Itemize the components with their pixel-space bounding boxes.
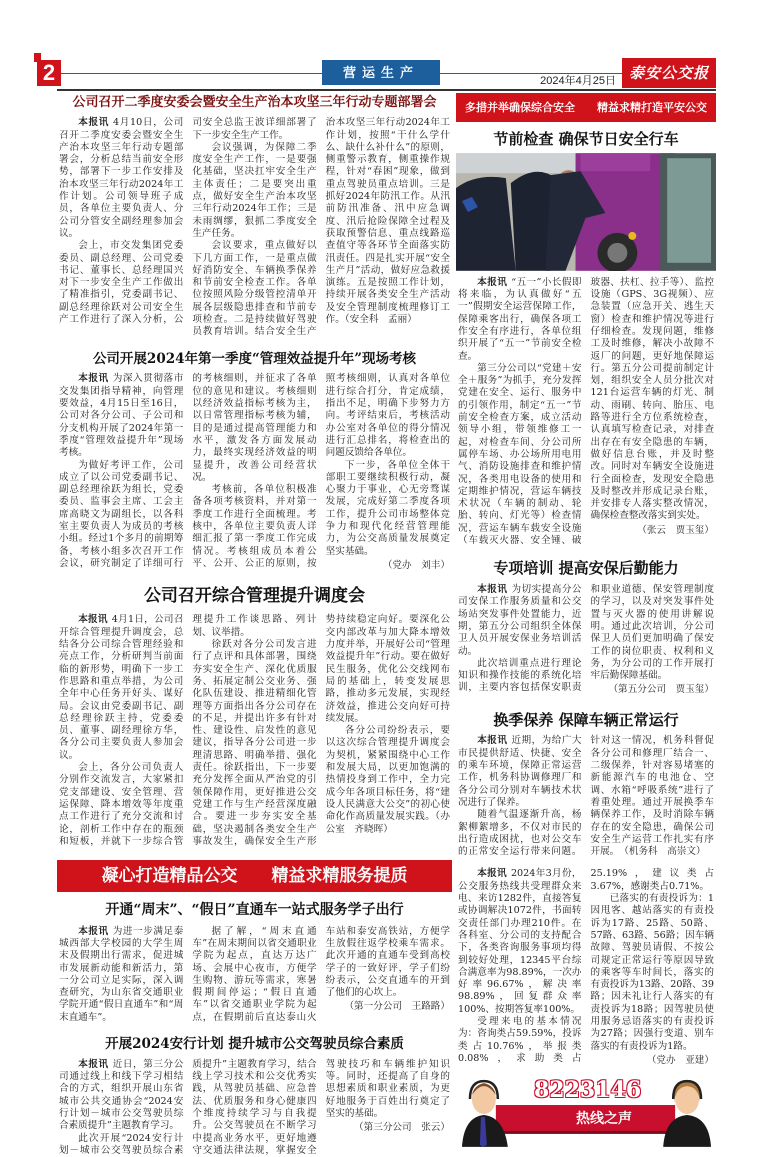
right-column [456, 93, 716, 1149]
dateline-lead: 本报讯 [78, 117, 109, 129]
newspaper-logo: 泰安公交报 [622, 58, 716, 88]
paragraph-text: 近日，第三分公司通过线上和线下学习相结合的方式，组织开展山东省城市公共交通协会“2024安行计划－城市公交驾驶员综合素质提升”主题教育学习。 [59, 1058, 184, 1132]
headline-shuttle-bus: 开通“周末”、“假日”直通车一站式服务学子出行 [105, 902, 404, 919]
paragraph-text: 下一步，各单位全体干部职工要继续积极行动，凝心聚力于事业，心无旁骛谋发展，完成好第二季度各项工作，提升公司市场整体竞争力和现代化经营管理能力，为公交高质量发展奠定坚实基础。 [325, 459, 450, 557]
paragraph-text: 为进一步满足泰城西部大学校园的大学生周末及假期出行需求，促进城市发展新动能和新活力，第一分公司立足实际，深入调查研究，为山东省交通职业学院开通“假日直通车”和“周末直通车”。 [59, 925, 184, 1023]
section-banner-service: 凝心打造精品公交 精益求精服务提质 [57, 860, 452, 892]
article-byline: （张云 贾玉玺） [637, 524, 714, 536]
hotline-graphic [456, 1073, 716, 1149]
article-paragraph [326, 460, 450, 558]
article-paragraph [458, 868, 582, 1016]
paragraph-text: 会议强调，为保障二季度安全生产工作，一是要强化基础，坚决扛牢安全生产主体责任；二是要突出重点，做好安全生产治本攻坚三年行动2024年工作；三是未雨绸缪，狠抓二季度安全生产任务。 [192, 141, 317, 239]
paragraph-text: 会议要求，重点做好以下几方面工作，一是重点做好消防安全、车辆换季保养和节前安全检查工作。各单位按照风险分级管控清单开展各层级隐患排查和节前专项检查。二是持续做好驾驶员教育培训。结合安全生产治本攻坚三年行动2024年工作计划，按照“干什么学什么、缺什么补什么”的原则，侧重警示教育，侧重操作规程，针对“春困”现象，做到重点驾驶员重点培训。三是抓好2024年防汛工作。从汛前防汛准备、汛中应急调度、汛后抢险保障全过程及获取预警信息、重点线路巡查值守等各环节全面落实防汛责任。四是扎实开展“安全生产月”活动，做好应急救援演练。五是按照工作计划，持续开展各类安全生产活动及安全管理制度梳理修订工作。（安全科 孟丽） [192, 117, 450, 338]
paragraph-text: 会上，各分公司负责人分别作交流发言，大家紧扣党支部建设、安全管理、营运保障、降本增效等年度重点工作进行了充分交流和讨论，剖析工作中存在的瓶颈和短板，并就下一步综合管理提升工作谈思路、列计划、议举措。 [59, 614, 317, 847]
section-banner-safety: 多措并举确保综合安全 精益求精打造平安公交 [456, 93, 716, 122]
paragraph-text: 4月1日，公司召开综合管理提升调度会，总结各分公司综合管理经验和亮点工作，分析研判当前面临的新形势，明确下一步工作思路和重点举措，为公司全年中心任务开好头、谋好局。会议由党委副书记、副总经理徐跃主持，党委委员、董事、副经理徐方华，各分公司主要负责人参加会议。 [59, 614, 184, 761]
dateline-lead: 本报讯 [477, 868, 507, 880]
page-body [57, 93, 716, 1157]
article-shuttle-bus [59, 926, 450, 1024]
dateline-lead: 本报讯 [477, 276, 508, 288]
photo-bus-inspection [456, 153, 716, 271]
article-byline: （第五分公司 贾玉玺） [608, 684, 714, 696]
paragraph-text: 为深入贯彻落市交发集团指导精神，向管理要效益，4月15日至16日，公司对各分公司、子公司和分支机构开展了2024年第一季度“管理效益提升年”现场考核。 [59, 373, 184, 459]
dateline-lead: 本报讯 [78, 614, 108, 626]
headline-security-training: 专项培训 提高安保后勤能力 [493, 559, 679, 578]
paragraph-text: 第三分公司以“党建＋安全＋服务”为抓手，充分发挥党建在安全、运行、服务中的引领作用，制定“五一”节前安全检查方案，成立活动领导小组，带领维修工一起，对检查车间、分公司所属停车场、办公场所用电用气、消防设施排查和维护情况，各类用电设备的使用和定期维护情况，营运车辆技术状况（车辆的制动、轮胎、转向、灯光等）检查情况，营运车辆车载安全设施（车载灭火器、安全锤、破玻器、扶杠、拉手等）、监控设施（GPS、3G视频）、应急装置（应急开关、逃生天窗）检查和维护情况等进行仔细检查。发现问题，维修工及时维修，解决小故障不返厂的问题，更好地保障运行。第五分公司提前制定计划，组织安全人员分批次对121台运营车辆的灯光、制动、雨刷、转向、胎压、电路等进行全方位系统检查，认真填写检查记录，对排查出存在有安全隐患的车辆，做好信息台账，并及时整改。同时对车辆安全设施进行全面检查，发现安全隐患及时整改并形成记录台账，并安排专人落实整改情况，确保检查整改落实到实处。 [458, 276, 714, 546]
article-byline: （党办 刘丰） [382, 559, 450, 571]
article-paragraph [59, 373, 183, 459]
page-number: 2 [37, 60, 61, 86]
article-byline: （第三分公司 张云） [354, 1122, 450, 1134]
paragraph-text: 会上，市交发集团党委委员、副总经理、公司党委书记、董事长、总经理国兴对下一步安全生产工作做出了精准指引，党委副书记、副总经理徐跃对公司安全生产工作进行了深入分析，公司安全总监王波详细部署了下一步安全生产工作。 [59, 117, 317, 325]
headline-safety-meeting: 公司召开二季度安委会暨安全生产治本攻坚三年行动专题部署会 [72, 95, 437, 110]
article-seasonal-maintenance [458, 735, 714, 858]
paragraph-text: 考核前，各单位积极准备各项考核资料，并对第一季度工作进行全面梳理。考核中，各单位主要负责人详细汇报了第一季度工作完成情况。考核组成员本着公平、公开、公正的原则，按照考核细则，认真对各单位进行综合打分，肯定成绩，指出不足，明确下步努力方向。考评结束后，考核活动办公室对各单位的得分情况进行汇总排名，将检查出的问题反馈给各单位。 [192, 373, 450, 569]
headline-driver-training: 开展2024安行计划 提升城市公交驾驶员综合素质 [105, 1035, 404, 1052]
issue-date: 2024年4月25日 [490, 74, 616, 88]
paragraph-text: “五一”小长假即将来临，为认真做好“五一”假期安全运营保障工作，保障乘客出行，确保各项工作安全有序进行，各单位组织开展了“五一”节前安全检查。 [458, 276, 582, 362]
paragraph-text: 此次开展“2024安行计划－城市公交驾驶员综合素质提升”主题教育学习，结合线上学习技术和公交优秀实践，从驾驶员基础、应急普法、优质服务和身心健康四个维度持续学习与自我提升。公交驾驶员在不断学习中提高业务水平，更好地遵守交通法律法规，掌握安全驾驶技巧和车辆维护知识等。同时，还提高了自身的思想素质和职业素质，为更好地服务于百姓出行奠定了坚实的基础。 [59, 1058, 450, 1156]
headline-holiday-check: 节前检查 确保节日安全行车 [493, 130, 679, 148]
headline-management-meeting: 公司召开综合管理提升调度会 [144, 586, 365, 607]
dateline-lead: 本报讯 [477, 584, 508, 596]
paragraph-text: 为做好考评工作，公司成立了以公司党委副书记、副总经理徐跃为组长，党委委员、监事会主席、工会主席高晓文为副组长，以各科室主要负责人为成员的考核小组。经过1个多月的前期筹备，考核小组多次召开工作会议，研究制定了详细可行的考核细则，并征求了各单位的意见和建议。考核细则以经济效益指标考核为主，以日常管理指标考核为辅，目的是通过提高管理能力和水平，激发各方面发展动力，最终实现经济效益的明显提升，改善公司经营状况。 [59, 373, 317, 569]
left-column [57, 93, 452, 1157]
article-holiday-check [458, 277, 714, 548]
headline-assessment: 公司开展2024年第一季度“管理效益提升年”现场考核 [92, 350, 417, 367]
hotline-label: 热线之声 [576, 1111, 632, 1128]
article-management-meeting [59, 614, 450, 848]
article-paragraph [192, 142, 316, 240]
article-paragraph [458, 277, 582, 363]
article-paragraph [458, 735, 582, 809]
hotline-number: 8223146 [534, 1077, 642, 1104]
article-paragraph [59, 117, 183, 240]
paragraph-text: 徐跃对各分公司发言进行了点评和具体部署，围绕夯实安全生产、深化优质服务、拓展定制公交业务、强化队伍建设、推进精细化管理等方面指出各分公司存在的不足，并提出许多有针对性、建设性、启发性的意见建议，指导各分公司进一步理清思路、明确举措、强化责任。徐跃指出，下一步要充分发挥全面从严治党的引领保障作用，更好推进公交党建工作与生产经营深度融合。要进一步夯实安全基础，坚决遏制各类安全生产事故发生，确保安全生产形势持续稳定向好。要深化公交内部改革与加大降本增效力度并举，开展好公司“管理效益提升年”行动。要在做好民生服务，优化公交线网布局的基础上，转变发展思路，推动多元发展，实现经济效益，推进公交向好可持续发展。 [192, 614, 450, 847]
article-byline: （党办 亚建） [646, 1054, 714, 1066]
article-byline: （第一分公司 王路路） [344, 1001, 450, 1013]
paragraph-text: 随着气温逐渐升高，杨絮柳絮增多，不仅对市民的出行造成困扰，也对公交车的正常安全运行带来问题。针对这一情况，机务科督促各分公司和修理厂结合一、二级保养，针对容易堵塞的新能源汽车的电池仓、空调、水箱“呼吸系统”进行了着重处理。通过开展换季车辆保养工作，及时消除车辆存在的安全隐患，确保公司安全生产运营工作扎实有序开展。 （机务科 高崇文） [458, 735, 714, 858]
paragraph-text: 近期，为给广大市民提供舒适、快捷、安全的乘车环境，保障正常运营工作，机务科协调修理厂和各分公司分别对车辆技术状况进行了保养。 [458, 735, 582, 808]
paragraph-text: 据了解，“周末直通车”在周末期间以省交通职业学院为起点，直达万达广场、会展中心夜市，方便学生购物、游玩等需求，寒暑假期间停运；“假日直通车”以省交通职业学院为起点，在假期前后直达泰山火车站和泰安高铁站，方便学生放假往返学校乘车需求。此次开通的直通车受到高校学子的一致好评，学子们纷纷表示，公交直通车的开到了他们的心坎上。 [192, 925, 450, 1023]
article-paragraph [591, 893, 715, 1053]
paragraph-text: 受理来电的基本情况为：咨询类占59.59%，投诉类占10.76%，举报类0.08%，求助类占25.19%，建议类占3.67%，感谢类占0.71%。 [458, 868, 714, 1064]
paragraph-text: 各分公司纷纷表示，要以这次综合管理提升调度会为契机，紧紧围绕中心工作和发展大局，以更加饱满的热情投身到工作中，全力完成今年各项目标任务，将“建设人民满意大公交”的初心使命化作高质量发展实践。（办公室 齐晓晖） [325, 725, 450, 835]
dateline-lead: 本报讯 [477, 735, 508, 747]
article-hotline-report [458, 868, 714, 1067]
article-security-training [458, 584, 714, 697]
header-rule-thick [57, 89, 716, 91]
article-paragraph [59, 1059, 183, 1133]
headline-seasonal-maintenance: 换季保养 保障车辆正常运行 [493, 710, 679, 729]
article-assessment [59, 373, 450, 572]
paragraph-text: 此次培训重点进行理论知识和操作技能的系统化培训，主要内容包括保安职责和职业道德、保安管理制度的学习，以及对突发事件处置与灭火器的使用讲解说明。通过此次培训，分公司保卫人员们更加明确了保安工作的岗位职责、权利和义务，为分公司的工作开展打牢后勤保障基础。 [458, 584, 714, 694]
paragraph-text: 为切实提高分公司安保工作服务质量和公交场站突发事件处置能力，近期，第五分公司组织全体保卫人员开展安保业务培训活动。 [458, 584, 582, 657]
article-safety-meeting [59, 117, 450, 338]
article-paragraph [326, 725, 450, 836]
paragraph-text: 2024年3月份，公交服务热线共受理群众来电、来访1282件，直接答复或协调解决1072件，书面转交责任部门办理210件。在各科室、分公司的支持配合下，各类咨询服务事项均得到较好处理，12345平台综合满意率为98.89%，一次办好率96.67%，解决率98.89%，回复群众率100%、按期答复率100%。 [458, 868, 582, 1015]
article-driver-training [59, 1059, 450, 1157]
dateline-lead: 本报讯 [78, 1058, 109, 1070]
section-label: 营运生产 [322, 60, 440, 85]
dateline-lead: 本报讯 [78, 373, 109, 385]
article-paragraph [59, 926, 183, 1024]
dateline-lead: 本报讯 [78, 925, 109, 937]
paragraph-text: 已落实的有责投诉为：1因甩客、越站落实的有责投诉为17路、25路、50路、57路、63路、56路；因车辆故障、驾驶员请假、不按公司规定正常运行等原因导致的乘客等车时间长，落实的有责投诉为13路、20路、39路；因未礼让行人落实的有责投诉为18路；因驾驶员使用服务忌语落实的有责投诉为27路；因强行变道、别车落实的有责投诉为1路。 [590, 893, 714, 1052]
article-paragraph [59, 614, 183, 762]
article-paragraph [458, 584, 582, 658]
paragraph-text: 4月10日，公司召开二季度安委会暨安全生产治本攻坚三年行动专题部署会，分析总结当前安全形势，部署下一步工作安排及治本攻坚三年行动2024年工作计划。公司领导班子成员，各单位主要负责人、分公司分管安全副经理参加会议。 [59, 117, 184, 239]
